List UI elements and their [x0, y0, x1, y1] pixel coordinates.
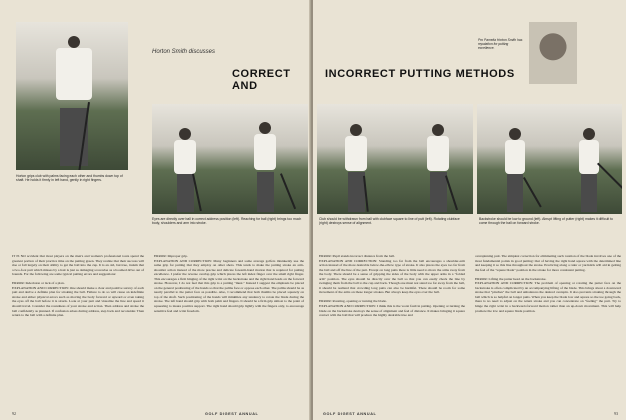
article-column-1: IT IS NO accident that most players on the men's and women's professional tours spend the greatest portion of their practice time on the putting green. They realize that their success will rise or fall largely on their ability to get the ball into the cup. It is an old, but true, truism that a two-foot putt which misses by a hair is just as damaging scorewise as a boomed drive out of bounds. For the following are some typical putting errors and suggestions: ERROR: Indecision or lack of a plan. EXPLANATION AND CORRECTION: One should make a clear and positive survey of each putt and derive a definite plan for stroking the ball. Failure to do so will cause an indefinite stroke and either physical errors such as moving the body forward or upward or even taking the eyes off the ball before it is struck. Look at your putt and visualize the line and speed it should travel. Consider the roundness of your stroke and action. Then address and stroke the ball confidently as planned. If confusion arises during address, step back and reconsider. Then return to the ball with a definite plan.	[12, 254, 144, 318]
article-column-3: ERROR: Pupil stands incorrect distance from the ball. EXPLANATION AND CORRECTION: Standing too far from the ball encourages a shoulder-arm action instead of the more desirable below-the-elbow type of stroke. It also places the eyes too far from the ball and off the line of the putt. Except on long putts there is little need to move the arms away from the body. There should be a sense of gripping the sides of the body with the upper arms in a "folded arm" position. The eyes should be directly over the ball so that you can easily check the line by swinging them from the ball to the cup and back. Though one must not stand too far away from the ball, it should be realized that crowding long putts can also be harmful. There should be room for some movement of the arms on these longer strokes. But always keep the eyes over the ball. ERROR: Rotating, opening or turning the blade. EXPLANATION AND CORRECTION: I think this is the worst fault in putting. Opening or turning the blade on the backstroke destroys the sense of alignment and feel of distance. It makes bringing it square contact with the ball that will produce the highly desirable true and	[319, 254, 465, 318]
footer-left: GOLF DIGEST ANNUAL	[205, 412, 259, 416]
headline-left: CORRECT AND	[232, 68, 291, 92]
caption-backstroke: Backstroke should be low to ground (left). Abrupt lifting of putter (right) makes it difficult to come through the ball on forward stroke.	[479, 217, 613, 226]
photo-backstroke	[477, 104, 622, 214]
headline-right: INCORRECT PUTTING METHODS	[325, 68, 515, 80]
byline: Horton Smith discusses	[152, 49, 216, 55]
photo-address	[152, 104, 308, 214]
page-number-left: 92	[12, 411, 16, 416]
photo-grip	[16, 22, 128, 170]
photo-takeaway	[317, 104, 473, 214]
caption-takeaway: Club should be withdrawn from ball with clubface square to line of putt (left). Rotating clubface (right) destroys sense of alignment.	[319, 217, 460, 226]
caption-address: Eyes are directly over ball in correct address position (left). Reaching for ball (right) brings too much body, shoulders and arm into stroke.	[152, 217, 302, 226]
left-page	[0, 0, 311, 420]
caption-grip: Horton grips club with palms facing each other and thumbs down top of shaft. He holds it firmly in left hand, gently in right fingers.	[16, 174, 123, 183]
right-page	[313, 0, 626, 420]
page-number-right: 93	[614, 411, 618, 416]
footer-right: GOLF DIGEST ANNUAL	[323, 412, 377, 416]
author-portrait	[529, 22, 577, 84]
article-column-2: ERROR: Improper grip. EXPLANATION AND CORRECTION: Many beginners and some average golfers mistakenly use the same grip for putting that they employ on other shots. This tends to make the putting stroke an arm-shoulder action instead of the more precise and delicate forearm-hand motion that is required for putting excellence. I prefer the reverse overlap grip which places the left index finger over the small right finger. This encourages a firm hinging of the right wrist on the backstroke and the right hand leads on the forward stroke. However, I do not feel that this grip is a putting "must." Instead I suggest the emphasis be placed on the general positioning of the hands so that the palms face or oppose each other. The palms should be as nearly parallel to the putter face as possible. Also, I recommend that both thumbs be placed squarely on top of the shaft. Such positioning of the hands will minimize any tendency to rotate the blade during the stroke. The left hand should grip with both palm and fingers. It should be a firm grip almost to the point of squeezing to insure positive support. The right hand should grip lightly with the fingers only, to encourage sensitive feel and wrist freedom.	[154, 254, 304, 313]
article-column-4: overspinning putt. The simplest correction for eliminating such rotation of the blade involves one of the most fundamental points in good putting: that of having the right hand square with the determined line and keeping it so this line throughout the stroke. Practicing along a ruler or yardstick will aid in getting the feel of the "square blade" position in the stroke for more consistent putting. ERROR: Lifting the putter head on the backstroke. EXPLANATION AND CORRECTION: The problem of opening or rotating the putter face on the backstroke is often complicated by an accompanying lifting of the blade. This brings about a downward stroke that "pinches" the ball and unbalances the desired overspin. It also prevents stroking through the ball which is so helpful on longer putts. When you keep the blade low and square so the toe going back, there is no need to adjust on the return stroke and you can concentrate on "feeling" the putt. Try to hinge the right wrist in a backward-forward motion rather than an up-down movement. This will help promote the low and square blade position.	[475, 254, 621, 313]
portrait-caption: Pro Pamelia Horton Smith has reputation for putting excellence.	[478, 38, 523, 50]
